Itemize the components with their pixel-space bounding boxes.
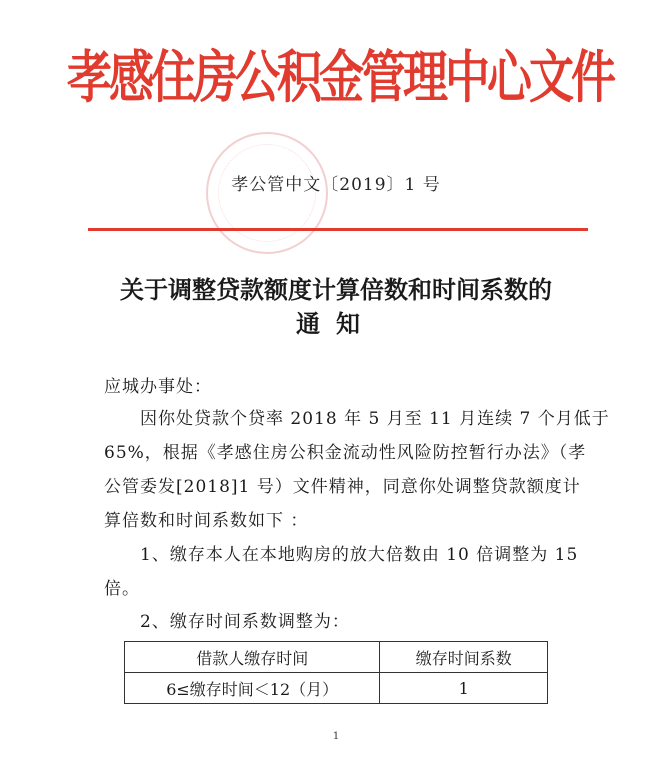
paragraph-line: 公管委发[2018]1 号）文件精神，同意你处调整贷款额度计	[104, 477, 581, 497]
page-number: 1	[332, 731, 340, 742]
document-number: 孝公管中文〔2019〕1 号	[231, 175, 441, 195]
paragraph-line: 因你处贷款个贷率 2018 年 5 月至 11 月连续 7 个月低于	[140, 409, 610, 429]
coefficient-table	[124, 641, 548, 704]
table-header-cell: 借款人缴存时间	[125, 642, 380, 673]
table-header-row	[125, 642, 548, 673]
item-1-line: 倍。	[104, 579, 140, 599]
table-cell: 1	[380, 673, 548, 704]
item-2-heading: 2、缴存时间系数调整为：	[140, 612, 350, 632]
item-1-line: 1、缴存本人在本地购房的放大倍数由 10 倍调整为 15	[140, 545, 579, 565]
paragraph-line: 65%，根据《孝感住房公积金流动性风险防控暂行办法》（孝	[104, 443, 587, 463]
table-header-cell: 缴存时间系数	[380, 642, 548, 673]
paragraph-line: 算倍数和时间系数如下 ：	[104, 511, 309, 531]
table-row	[125, 673, 548, 704]
table-cell: 6≤缴存时间＜12（月）	[125, 673, 380, 704]
subject-title-line-2: 通知	[296, 309, 376, 338]
addressee: 应城办事处：	[104, 377, 212, 397]
subject-title-line-1: 关于调整贷款额度计算倍数和时间系数的	[120, 275, 552, 304]
header-divider	[88, 228, 588, 231]
document-header-title: 孝感住房公积金管理中心文件	[66, 43, 613, 110]
